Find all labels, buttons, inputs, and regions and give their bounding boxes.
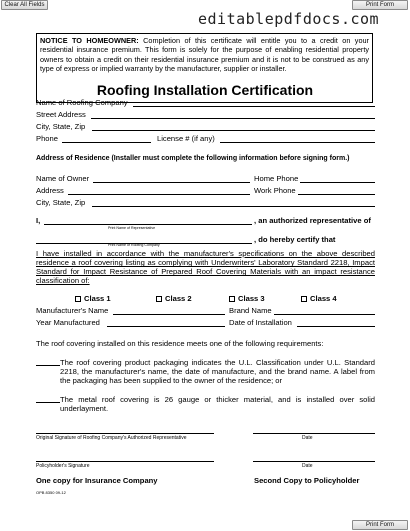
- copy-insurance-text: One copy for Insurance Company: [36, 476, 158, 485]
- company-name-field[interactable]: [133, 106, 375, 107]
- policyholder-date-field[interactable]: [253, 461, 375, 462]
- certification-statement: I have installed in accordance with the manufacturer's specifications on the above described residence a roof covering listing as complying with Underwriters' Laboratory Standard 2218, Impact Standard for Impact Resistance of Prepared Roof Covering Materials with an impact resistance classification of:: [36, 249, 375, 286]
- class-4-option[interactable]: [301, 294, 337, 303]
- date-caption-2: Date: [302, 463, 313, 469]
- class-1-label: Class 1: [84, 294, 111, 303]
- license-field[interactable]: [220, 142, 375, 143]
- residence-city-field[interactable]: [92, 206, 375, 207]
- residence-city-label: City, State, Zip: [36, 198, 86, 207]
- notice-body: Completion of this certificate will entitle you to a credit on your residential insurance premium. This form is solely for the purpose of enabling residential property owners to obtain a credit on their residential insurance premium and it is not to be construed as any type of express or implied warranty by the manufacturer, supplier or installer.: [40, 36, 369, 74]
- class-3-checkbox[interactable]: [229, 296, 235, 302]
- company-signature-date-field[interactable]: [253, 433, 375, 434]
- owner-name-field[interactable]: [93, 182, 250, 183]
- installation-date-label: Date of Installation: [229, 318, 292, 327]
- class-1-checkbox[interactable]: [75, 296, 81, 302]
- form-code: OPB 8350 09-12: [36, 490, 66, 495]
- authorized-rep-text: , an authorized representative of: [254, 216, 371, 225]
- year-manufactured-field[interactable]: [107, 326, 225, 327]
- class-1-option[interactable]: [75, 294, 111, 303]
- home-phone-field[interactable]: [300, 182, 375, 183]
- company-signature-caption: Original Signature of Roofing Company's Authorized Representative: [36, 435, 187, 441]
- owner-name-label: Name of Owner: [36, 174, 90, 183]
- class-3-option[interactable]: [229, 294, 265, 303]
- street-address-label: Street Address: [36, 110, 86, 119]
- class-4-label: Class 4: [310, 294, 337, 303]
- option-2-initial-field[interactable]: [36, 402, 60, 403]
- license-label: License # (if any): [157, 134, 215, 143]
- requirements-intro: The roof covering installed on this residence meets one of the following requirements:: [36, 339, 324, 348]
- manufacturer-label: Manufacturer's Name: [36, 306, 109, 315]
- representative-name-field[interactable]: [44, 224, 252, 225]
- work-phone-label: Work Phone: [254, 186, 296, 195]
- notice-heading: NOTICE TO HOMEOWNER:: [40, 36, 139, 45]
- class-2-checkbox[interactable]: [156, 296, 162, 302]
- residence-heading: Address of Residence (Installer must complete the following information before signing form.): [36, 155, 350, 162]
- residence-address-label: Address: [36, 186, 64, 195]
- print-form-button[interactable]: Print Form: [352, 0, 408, 10]
- year-manufactured-label: Year Manufactured: [36, 318, 100, 327]
- do-certify-text: , do hereby certify that: [254, 235, 336, 244]
- option-1-initial-field[interactable]: [36, 365, 60, 366]
- rep-name-caption: Print Name of Representative: [108, 226, 156, 230]
- installation-date-field[interactable]: [297, 326, 375, 327]
- class-4-checkbox[interactable]: [301, 296, 307, 302]
- policyholder-signature-field[interactable]: [36, 461, 214, 462]
- brand-name-field[interactable]: [274, 314, 375, 315]
- home-phone-label: Home Phone: [254, 174, 299, 183]
- print-form-bottom-button[interactable]: Print Form: [352, 520, 408, 530]
- brand-name-label: Brand Name: [229, 306, 272, 315]
- date-caption-1: Date: [302, 435, 313, 441]
- phone-label: Phone: [36, 134, 58, 143]
- company-name-caption: Print Name of Roofing Company: [108, 243, 160, 247]
- company-signature-field[interactable]: [36, 433, 214, 434]
- requirement-option-1: The roof covering product packaging indicates the U.L. Classification under U.L. Standard 2218, the manufacturer's name, the date of manufacture, and the brand name. A label from the packaging has been supplied to the owner of the residence; or: [60, 358, 375, 386]
- company-name-label: Name of Roofing Company: [36, 98, 128, 107]
- manufacturer-field[interactable]: [113, 314, 225, 315]
- class-2-label: Class 2: [165, 294, 192, 303]
- phone-field[interactable]: [62, 142, 151, 143]
- street-address-field[interactable]: [91, 118, 375, 119]
- class-3-label: Class 3: [238, 294, 265, 303]
- work-phone-field[interactable]: [298, 194, 375, 195]
- policyholder-caption: Policyholder's Signature: [36, 463, 90, 469]
- requirement-option-2: The metal roof covering is 26 gauge or thicker material, and is installed over solid underlayment.: [60, 395, 375, 414]
- page-title: Roofing Installation Certification: [96, 82, 314, 98]
- company-city-field[interactable]: [92, 130, 375, 131]
- i-label: I,: [36, 216, 41, 225]
- clear-all-fields-button[interactable]: Clear All Fields: [1, 0, 48, 10]
- copy-policyholder-text: Second Copy to Policyholder: [254, 476, 360, 485]
- residence-address-field[interactable]: [68, 194, 250, 195]
- company-city-label: City, State, Zip: [36, 122, 86, 131]
- class-2-option[interactable]: [156, 294, 192, 303]
- brand-watermark: editablepdfdocs.com: [198, 10, 380, 28]
